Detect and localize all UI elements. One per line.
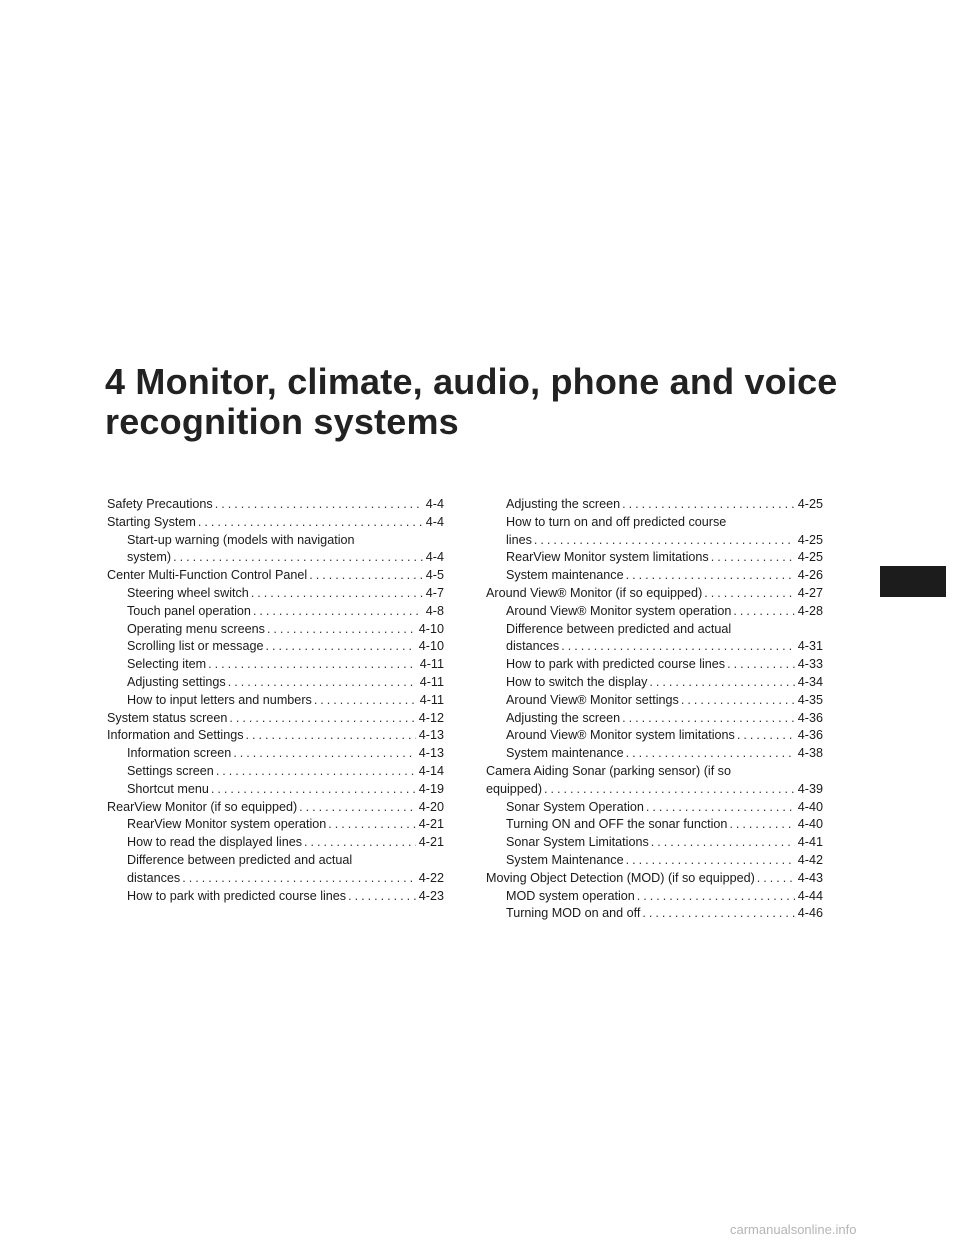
toc-entry-page-number: 4-8 [425, 603, 444, 618]
toc-entry-label-line1: Difference between predicted and actual [506, 621, 732, 636]
toc-leader-dots [622, 710, 795, 728]
toc-leader-dots [757, 870, 795, 888]
toc-entry[interactable] [486, 852, 823, 870]
toc-entry-label: Information and Settings [107, 728, 244, 743]
toc-entry-page-number: 4-44 [797, 888, 823, 903]
toc-entry[interactable] [107, 745, 444, 763]
toc-leader-dots [561, 638, 795, 656]
toc-leader-dots [229, 710, 415, 728]
toc-entry-page-number: 4-11 [419, 674, 444, 689]
toc-leader-dots [198, 514, 423, 532]
toc-entry-page-number: 4-4 [425, 514, 444, 529]
toc-entry-page-number: 4-21 [418, 817, 444, 832]
toc-entry-label: Around View® Monitor settings [506, 692, 679, 707]
toc-entry-label: Around View® Monitor system operation [506, 603, 732, 618]
toc-leader-dots [534, 532, 795, 550]
toc-entry-page-number: 4-23 [418, 888, 444, 903]
toc-left-column [107, 496, 444, 905]
toc-entry-page-number: 4-43 [797, 870, 823, 885]
toc-entry-label: RearView Monitor system operation [127, 817, 327, 832]
toc-entry-label: Around View® Monitor system limitations [506, 728, 735, 743]
toc-entry-page-number: 4-13 [418, 728, 444, 743]
toc-leader-dots [637, 888, 795, 906]
toc-entry-page-number: 4-19 [418, 781, 444, 796]
toc-entry[interactable] [107, 763, 444, 781]
toc-entry-label: Touch panel operation [127, 603, 251, 618]
chapter-title-line-2: recognition systems [105, 401, 459, 442]
toc-entry[interactable] [486, 496, 823, 514]
chapter-title-line-1: 4 Monitor, climate, audio, phone and voice [105, 361, 838, 402]
toc-entry-label: Adjusting the screen [506, 710, 621, 725]
toc-entry-label: RearView Monitor (if so equipped) [107, 799, 298, 814]
toc-entry-label: Scrolling list or message [127, 639, 264, 654]
toc-entry-page-number: 4-46 [797, 906, 823, 921]
toc-leader-dots [314, 692, 417, 710]
toc-entry-label: How to park with predicted course lines [506, 657, 726, 672]
toc-entry[interactable] [486, 585, 823, 603]
toc-entry-page-number: 4-36 [797, 710, 823, 725]
toc-leader-dots [727, 656, 795, 674]
toc-leader-dots [622, 496, 795, 514]
toc-entry-label-line1: How to turn on and off predicted course [506, 514, 727, 529]
toc-entry-label-line1: Camera Aiding Sonar (parking sensor) (if so [486, 763, 731, 778]
toc-entry-label: Settings screen [127, 763, 214, 778]
toc-entry-label: Center Multi-Function Control Panel [107, 568, 308, 583]
toc-entry[interactable] [107, 799, 444, 817]
toc-entry-page-number: 4-28 [797, 603, 823, 618]
chapter-title [105, 362, 838, 442]
toc-leader-dots [626, 745, 795, 763]
toc-entry-page-number: 4-10 [418, 621, 444, 636]
toc-entry[interactable] [107, 888, 444, 906]
toc-entry[interactable] [486, 549, 823, 567]
toc-leader-dots [328, 816, 416, 834]
toc-entry-page-number: 4-41 [797, 835, 823, 850]
toc-leader-dots [228, 674, 417, 692]
toc-leader-dots [711, 549, 795, 567]
toc-entry-label: System Maintenance [506, 852, 624, 867]
toc-entry-page-number: 4-5 [425, 568, 444, 583]
toc-leader-dots [215, 496, 423, 514]
chapter-tab-marker [880, 566, 946, 597]
toc-leader-dots [309, 567, 423, 585]
toc-entry-page-number: 4-26 [797, 568, 823, 583]
toc-entry-label: How to park with predicted course lines [127, 888, 347, 903]
toc-leader-dots [651, 834, 795, 852]
toc-entry-label-line1: Start-up warning (models with navigation [127, 532, 355, 547]
toc-entry-page-number: 4-40 [797, 799, 823, 814]
toc-entry-page-number: 4-20 [418, 799, 444, 814]
toc-leader-dots [544, 781, 795, 799]
toc-entry[interactable] [486, 905, 823, 923]
toc-entry[interactable] [107, 603, 444, 621]
toc-entry-label: How to read the displayed lines [127, 835, 303, 850]
toc-leader-dots [173, 549, 423, 567]
toc-entry-label: MOD system operation [506, 888, 635, 903]
toc-entry-page-number: 4-40 [797, 817, 823, 832]
toc-entry-page-number: 4-22 [418, 870, 444, 885]
toc-leader-dots [737, 727, 795, 745]
toc-entry-label: equipped) [486, 781, 543, 796]
toc-entry-page-number: 4-11 [419, 657, 444, 672]
toc-entry-label: System maintenance [506, 568, 624, 583]
toc-entry[interactable] [486, 870, 823, 888]
toc-entry[interactable] [107, 621, 444, 639]
toc-entry[interactable] [107, 816, 444, 834]
toc-entry[interactable] [107, 727, 444, 745]
toc-entry-page-number: 4-31 [797, 639, 823, 654]
toc-entry-page-number: 4-34 [797, 674, 823, 689]
toc-entry[interactable] [107, 638, 444, 656]
toc-right-column [486, 496, 823, 923]
toc-entry-page-number: 4-25 [797, 497, 823, 511]
toc-entry[interactable] [107, 781, 444, 799]
toc-entry[interactable] [486, 567, 823, 585]
toc-entry-label: Shortcut menu [127, 781, 209, 796]
toc-leader-dots [265, 638, 415, 656]
toc-entry-page-number: 4-33 [797, 657, 823, 672]
toc-entry-page-number: 4-13 [418, 746, 444, 761]
toc-leader-dots [642, 905, 794, 923]
toc-entry[interactable] [486, 888, 823, 906]
toc-entry-page-number: 4-35 [797, 692, 823, 707]
toc-entry[interactable] [486, 799, 823, 817]
toc-entry-label: Selecting item [127, 657, 207, 672]
toc-leader-dots [626, 567, 795, 585]
toc-entry[interactable] [107, 710, 444, 728]
toc-entry-label: Adjusting the screen [506, 497, 621, 511]
toc-leader-dots [348, 888, 416, 906]
toc-entry-page-number: 4-4 [425, 497, 444, 511]
toc-entry-label: Turning ON and OFF the sonar function [506, 817, 728, 832]
toc-entry-label: Operating menu screens [127, 621, 265, 636]
toc-entry-page-number: 4-11 [419, 692, 444, 707]
toc-entry-label: Sonar System Operation [506, 799, 644, 814]
toc-entry-page-number: 4-12 [418, 710, 444, 725]
toc-entry-page-number: 4-4 [425, 550, 444, 565]
toc-leader-dots [299, 799, 416, 817]
toc-entry-label: system) [127, 550, 172, 565]
toc-entry-label: How to input letters and numbers [127, 692, 312, 707]
toc-entry[interactable] [486, 710, 823, 728]
toc-entry-label: distances [127, 870, 181, 885]
toc-entry-page-number: 4-36 [797, 728, 823, 743]
toc-leader-dots [267, 621, 416, 639]
toc-entry-page-number: 4-42 [797, 852, 823, 867]
watermark: carmanualsonline.info [730, 1222, 857, 1237]
toc-entry[interactable] [486, 834, 823, 852]
toc-leader-dots [182, 870, 416, 888]
toc-entry-page-number: 4-21 [418, 835, 444, 850]
toc-entry-page-number: 4-27 [797, 585, 823, 600]
toc-entry-page-number: 4-10 [418, 639, 444, 654]
toc-entry-label: Around View® Monitor (if so equipped) [486, 585, 703, 600]
toc-entry[interactable] [486, 603, 823, 621]
toc-entry-label: Moving Object Detection (MOD) (if so equipped) [486, 870, 755, 885]
toc-entry[interactable] [107, 496, 444, 514]
toc-entry-page-number: 4-25 [797, 532, 823, 547]
toc-entry-page-number: 4-14 [418, 763, 444, 778]
toc-entry-page-number: 4-39 [797, 781, 823, 796]
toc-entry[interactable] [107, 852, 444, 888]
toc-entry-label-line1: Difference between predicted and actual [127, 852, 353, 867]
toc-leader-dots [681, 692, 795, 710]
toc-leader-dots [646, 799, 795, 817]
toc-leader-dots [649, 674, 794, 692]
toc-entry[interactable] [486, 727, 823, 745]
toc-entry-label: distances [506, 639, 560, 654]
toc-entry-page-number: 4-38 [797, 746, 823, 761]
toc-entry-label: Sonar System Limitations [506, 835, 649, 850]
toc-leader-dots [233, 745, 415, 763]
toc-leader-dots [208, 656, 417, 674]
toc-entry[interactable] [107, 692, 444, 710]
toc-leader-dots [216, 763, 416, 781]
toc-entry[interactable] [107, 656, 444, 674]
toc-leader-dots [304, 834, 416, 852]
toc-leader-dots [253, 603, 423, 621]
toc-entry-label: System maintenance [506, 746, 624, 761]
toc-entry-label: System status screen [107, 710, 228, 725]
toc-leader-dots [211, 781, 416, 799]
toc-entry[interactable] [486, 621, 823, 657]
toc-entry[interactable] [107, 532, 444, 568]
toc-entry[interactable] [486, 674, 823, 692]
toc-entry[interactable] [107, 567, 444, 585]
toc-leader-dots [704, 585, 795, 603]
toc-entry-page-number: 4-25 [797, 550, 823, 565]
toc-entry-label: lines [506, 532, 532, 547]
toc-entry[interactable] [486, 763, 823, 799]
toc-entry[interactable] [486, 656, 823, 674]
toc-entry[interactable] [107, 674, 444, 692]
toc-entry-page-number: 4-7 [425, 585, 444, 600]
toc-entry-label: Starting System [107, 514, 196, 529]
toc-entry-label: Turning MOD on and off [506, 906, 641, 921]
toc-entry-label: Adjusting settings [127, 674, 226, 689]
toc-entry-label: How to switch the display [506, 674, 648, 689]
toc-entry-label: Safety Precautions [107, 497, 213, 511]
toc-entry[interactable] [486, 514, 823, 550]
toc-entry[interactable] [107, 514, 444, 532]
toc-leader-dots [246, 727, 416, 745]
toc-leader-dots [729, 816, 794, 834]
toc-leader-dots [626, 852, 795, 870]
toc-entry[interactable] [107, 834, 444, 852]
toc-entry-label: Information screen [127, 746, 232, 761]
toc-entry-label: RearView Monitor system limitations [506, 550, 709, 565]
toc-leader-dots [733, 603, 794, 621]
toc-entry[interactable] [107, 585, 444, 603]
toc-entry[interactable] [486, 816, 823, 834]
toc-entry[interactable] [486, 745, 823, 763]
toc-entry-label: Steering wheel switch [127, 585, 249, 600]
toc-leader-dots [251, 585, 423, 603]
toc-entry[interactable] [486, 692, 823, 710]
